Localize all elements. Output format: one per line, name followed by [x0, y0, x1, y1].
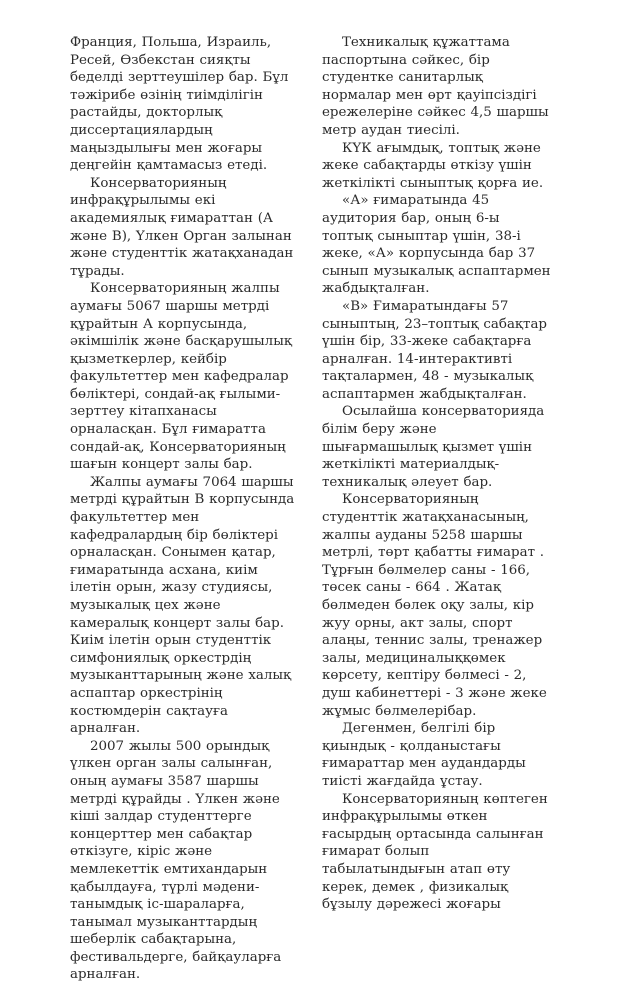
paragraph: Консерваторияның көптеген инфрақұрылымы өткен ғасырдың ортасында салынған ғимарат болып табылатындығын атап өту керек, демек , физикалық бұзылу дәрежесі жоғары — [322, 791, 548, 913]
paragraph: Осылайша консерваторияда білім беру және шығармашылық қызмет үшін жеткілікті материалдық-техникалық әлеует бар. — [322, 404, 545, 490]
left-column — [70, 34, 302, 984]
paragraph: Консерваторияның инфрақұрылымы екі академиялық ғимараттан (А және В), Үлкен Орган залынан және студенттік жатақханадан тұрады. — [70, 175, 294, 279]
paragraph: Дегенмен, белгілі бір қиындық - қолданыстағы ғимараттар мен аудандарды тиісті жағдайда ұстау. — [322, 721, 526, 789]
paragraph: «В» Ғимаратындағы 57 сыныптың, 23–топтық сабақтар үшін бір, 33-жеке сабақтарға арналған. 14-интерактивті тақталармен, 48 - музыкалық аспаптармен жабдықталған. — [322, 298, 547, 402]
paragraph: КҮК ағымдық, топтық және жеке сабақтарды өткізу үшін жеткілікті сыныптық қорға ие. — [322, 140, 544, 191]
paragraph: Франция, Польша, Израиль, Ресей, Өзбекстан сияқты беделді зерттеушілер бар. Бұл тәжірибе өзінің тиімділігін растайды, докторлық диссертациялардың маңыздылығы мен жоғары деңгейін қамтамасыз етеді. — [70, 35, 289, 174]
right-column — [322, 34, 554, 914]
paragraph: 2007 жылы 500 орындық үлкен орган залы салынған, оның аумағы 3587 шаршы метрді құрайды . Үлкен және кіші залдар студенттерге концерттер мен сабақтар өткізуге, кіріс және мемлекеттік емтихандарын қабылдауға, түрлі мәдени-танымдық іс-шараларға, танымал музыканттардың шеберлік сабақтарына, фестивальдерге, байқауларға арналған. — [70, 738, 282, 983]
paragraph: Техникалық құжаттама паспортына сәйкес, бір студентке санитарлық нормалар мен өрт қауіпсіздігі ережелеріне сәйкес 4,5 шаршы метр аудан тиесілі. — [322, 35, 549, 138]
paragraph: Консерваторияның жалпы аумағы 5067 шаршы метрді құрайтын А корпусында, әкімшілік және басқарушылық қызметкерлер, кейбір факультеттер мен кафедралар бөліктері, сондай-ақ ғылыми-зерттеу кітапханасы орналасқан. Бұл ғимаратта сондай-ақ, Консерваторияның шағын концерт залы бар. — [70, 281, 292, 473]
paragraph: Жалпы аумағы 7064 шаршы метрді құрайтын В корпусында факультеттер мен кафедралардың бір бөліктері орналасқан. Сонымен қатар, ғимаратында асхана, киім ілетін орын, жазу студиясы, музыкалық цех және камералық концерт залы бар. Киім ілетін орын студенттік симфониялық оркестрдің музыканттарының және халық аспаптар оркестрінің костюмдерін сақтауға арналған. — [70, 474, 295, 737]
paragraph: «А» ғимаратында 45 аудитория бар, оның 6-ы топтық сыныптар үшін, 38-і жеке, «А» корпусында бар 37 сынып музыкалық аспаптармен жабдықталған. — [322, 193, 551, 297]
paragraph: Консерваторияның студенттік жатақханасының, жалпы ауданы 5258 шаршы метрлі, төрт қабатты ғимарат . Тұрғын бөлмелер саны - 166, төсек саны - 664 . Жатақ бөлмеден бөлек оқу залы, кір жуу орны, акт залы, спорт алаңы, теннис залы, тренажер залы, медициналыққөмек көрсету, кептіру бөлмесі - 2, душ кабинеттері - 3 және жеке жұмыс бөлмелерібар. — [322, 492, 547, 719]
